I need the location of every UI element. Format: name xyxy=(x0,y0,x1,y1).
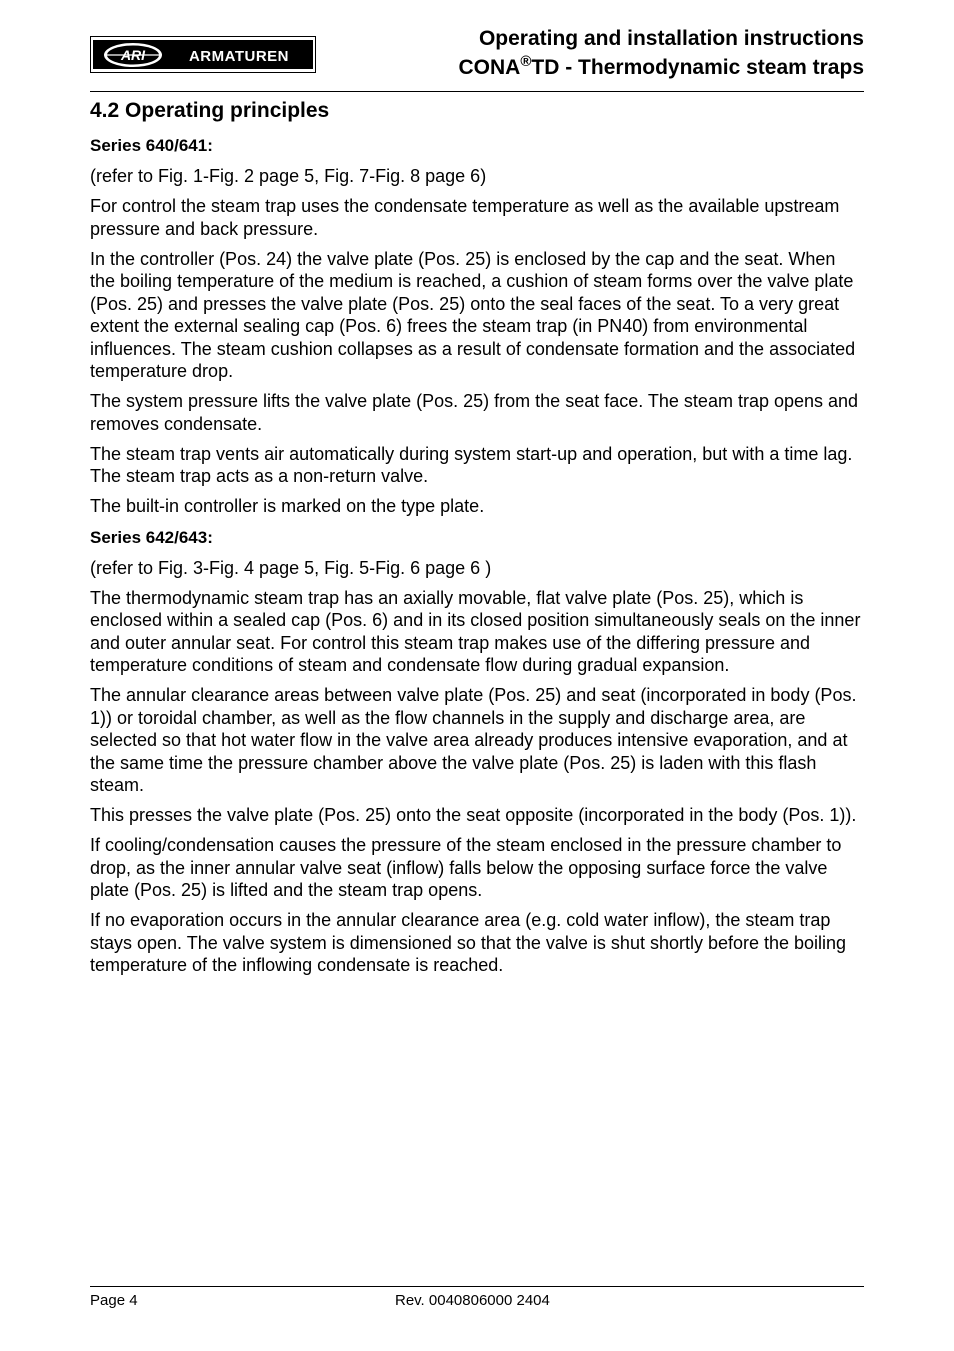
paragraph: If cooling/condensation causes the pressure of the steam enclosed in the pressure chamber to drop, as the inner annular valve seat (inflow) falls below the opposing surface force the valve plate (Pos. 25) is lifted and the steam trap opens. xyxy=(90,835,842,900)
product-name: CONA xyxy=(458,56,521,79)
section-title: 4.2 Operating principles xyxy=(90,99,330,122)
title-subject: TD - Thermodynamic steam traps xyxy=(531,56,864,79)
paragraph: The system pressure lifts the valve plate (Pos. 25) from the seat face. The steam trap opens and removes condensate. xyxy=(90,391,859,434)
paragraph: For control the steam trap uses the condensate temperature as well as the available upstream pressure and back pressure. xyxy=(90,196,840,239)
paragraph: The thermodynamic steam trap has an axially movable, flat valve plate (Pos. 25), which is enclosed within a sealed cap (Pos. 6) and in its closed position simultaneously seals on the inner and outer annular seat. For control this steam trap makes use of the differing pressure and temperature conditions of steam and condensate flow during gradual expansion. xyxy=(90,587,861,675)
series-642-643-heading: Series 642/643: xyxy=(90,527,213,547)
ari-armaturen-logo xyxy=(90,36,316,73)
paragraph: In the controller (Pos. 24) the valve plate (Pos. 25) is enclosed by the cap and the seat. When the boiling temperature of the medium is reached, a cushion of steam forms over the valve plate (Pos. 25) and presses the valve plate (Pos. 25) onto the seal faces of the seat. To a very great extent the external sealing cap (Pos. 6) frees the steam trap (in PN40) from environmental influences. The steam cushion collapses as a result of condensate formation and the associated temperature drop. xyxy=(90,248,856,381)
document-title xyxy=(459,24,865,82)
paragraph: (refer to Fig. 1-Fig. 2 page 5, Fig. 7-Fig. 8 page 6) xyxy=(90,166,487,186)
paragraph: The steam trap vents air automatically during system start-up and operation, but with a time lag. The steam trap acts as a non-return valve. xyxy=(90,443,853,486)
paragraph: This presses the valve plate (Pos. 25) onto the seat opposite (incorporated in the body (Pos. 1)). xyxy=(90,805,857,825)
footer-divider xyxy=(90,1286,864,1287)
paragraph: (refer to Fig. 3-Fig. 4 page 5, Fig. 5-Fig. 6 page 6 ) xyxy=(90,557,492,578)
registered-mark: ® xyxy=(520,53,532,70)
logo-badge-text: ARI xyxy=(120,47,146,63)
title-line-1: Operating and installation instructions xyxy=(478,27,864,50)
paragraph: The built-in controller is marked on the type plate. xyxy=(90,496,485,516)
title-line-2 xyxy=(459,53,865,82)
main-content xyxy=(90,96,864,977)
header-divider xyxy=(90,91,864,92)
paragraph: If no evaporation occurs in the annular clearance area (e.g. cold water inflow), the steam trap stays open. The valve system is dimensioned so that the valve is shut shortly before the boiling temperature of the inflowing condensate is reached. xyxy=(90,910,847,975)
page-header xyxy=(90,24,864,92)
revision-number: Rev. 0040806000 2404 xyxy=(395,1292,550,1309)
paragraph: The annular clearance areas between valve plate (Pos. 25) and seat (incorporated in body (Pos. 1)) or toroidal chamber, as well as the flow channels in the supply and discharge area, are selected so that hot water flow in the valve area already produces intensive evaporation, and at the same time the pressure chamber above the valve plate (Pos. 25) is laden with this flash steam. xyxy=(90,685,857,795)
page-number: Page 4 xyxy=(90,1292,138,1309)
series-640-641-heading: Series 640/641: xyxy=(90,136,213,155)
logo-wordmark: ARMATUREN xyxy=(188,48,290,65)
logo-graphic xyxy=(91,37,317,74)
